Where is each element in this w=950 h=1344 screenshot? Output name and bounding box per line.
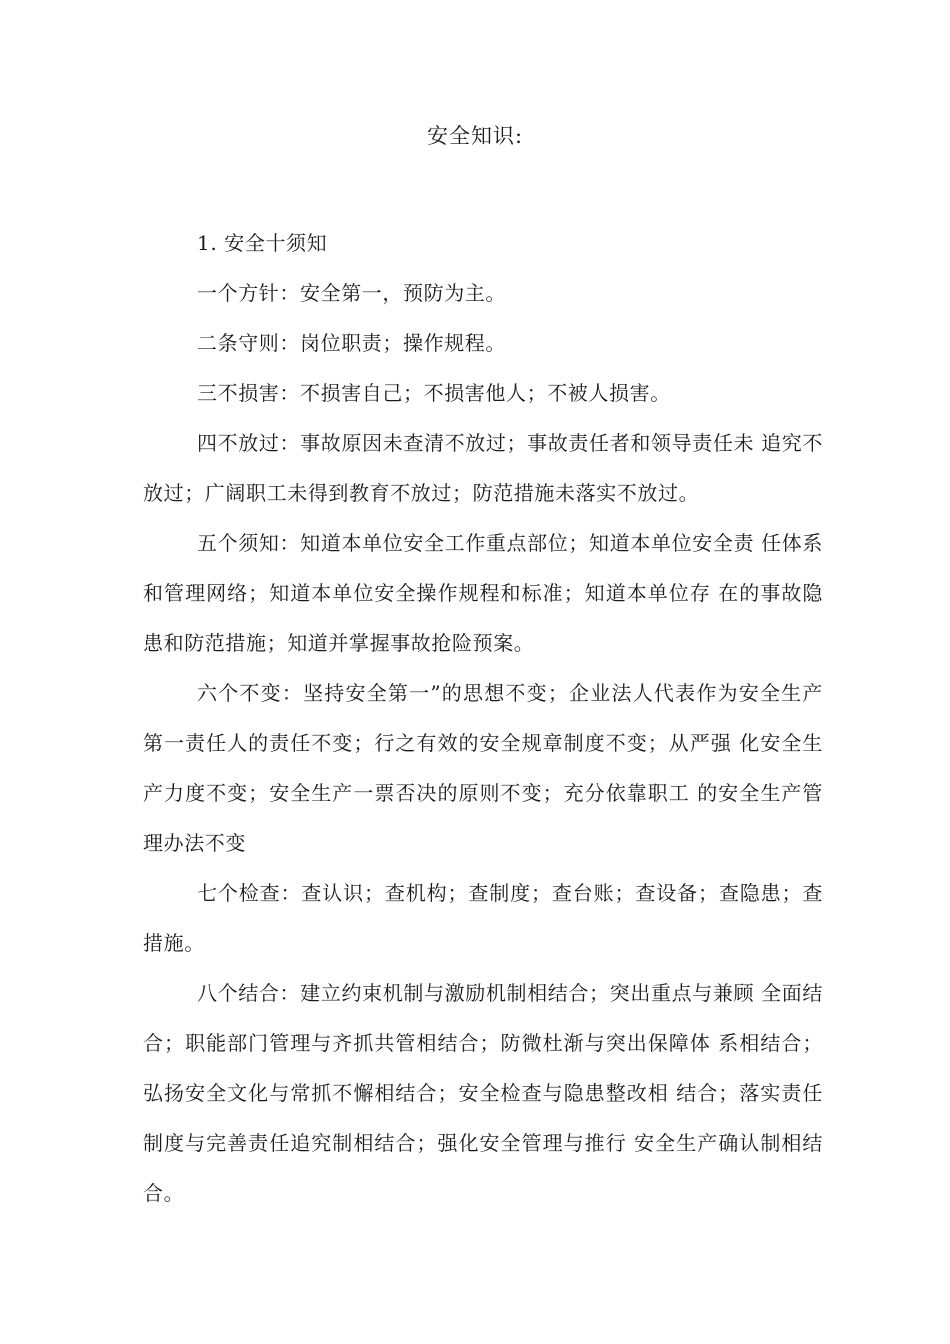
paragraph-five-must-know: 五个须知：知道本单位安全工作重点部位；知道本单位安全责 任体系和管理网络；知道本单位安全操作规程和标准；知道本单位存 在的事故隐患和防范措施；知道并掌握事故抢险预案。: [143, 531, 823, 655]
paragraph-four-no-letgo: 四不放过：事故原因未查清不放过；事故责任者和领导责任未 追究不放过；广阔职工未得到教育不放过；防范措施未落实不放过。: [143, 431, 823, 505]
paragraph-six-unchanged: 六个不变：坚持安全第一”的思想不变；企业法人代表作为安全生产第一责任人的责任不变；行之有效的安全规章制度不变；从严强 化安全生产力度不变；安全生产一票否决的原则不变；充分依靠职工 的安全生产管理办法不变: [143, 681, 823, 855]
paragraph-seven-checks: 七个检查：查认识；查机构；查制度；查台账；查设备；查隐患；查措施。: [143, 881, 823, 955]
document-body: [143, 218, 823, 1218]
paragraph-two-rules: 二条守则：岗位职责；操作规程。: [197, 331, 506, 355]
paragraph-one-policy: 一个方针：安全第一，预防为主。: [197, 281, 506, 305]
paragraph-three-no-harm: 三不损害：不损害自己；不损害他人；不被人损害。: [197, 381, 671, 405]
section-heading: 1. 安全十须知: [197, 231, 328, 255]
paragraph-eight-combinations: 八个结合：建立约束机制与激励机制相结合；突出重点与兼顾 全面结合；职能部门管理与齐抓共管相结合；防微杜渐与突出保障体 系相结合；弘扬安全文化与常抓不懈相结合；安全检查与隐患整改相 结合；落实责任制度与完善责任追究制相结合；强化安全管理与推行 安全生产确认制相结合。: [143, 981, 823, 1205]
document-title: 安全知识:: [426, 124, 524, 148]
